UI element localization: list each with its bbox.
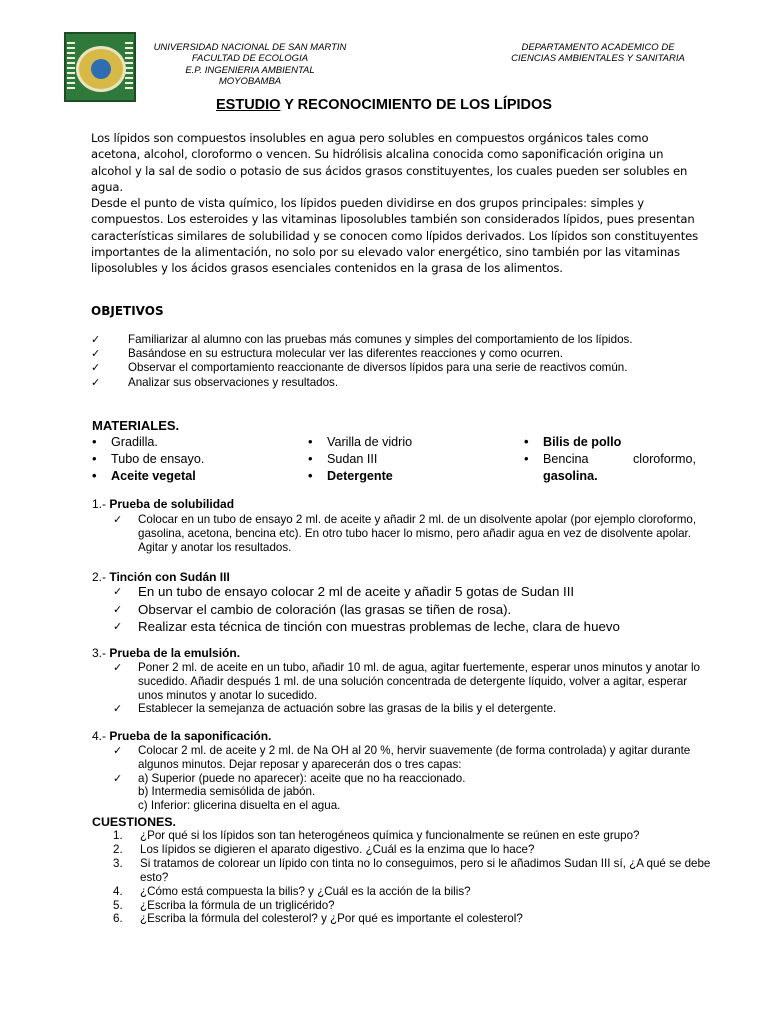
objective-text: Analizar sus observaciones y resultados. <box>128 375 339 389</box>
checkmark-icon: ✓ <box>113 771 123 785</box>
step-text: Colocar 2 ml. de aceite y 2 ml. de Na OH al 20 %, hervir suavemente (de forma controlada) y agitar durante algunos minutos. Dejar reposar y aparecerán dos o tres capas: <box>138 744 691 771</box>
question-number: 2. <box>113 842 123 856</box>
header-left <box>120 42 380 88</box>
section-heading <box>92 570 230 584</box>
header-department-sub: CIENCIAS AMBIENTALES Y SANITARIA <box>511 53 685 65</box>
material-item: • Aceite vegetal <box>92 468 292 485</box>
material-item: • Bilis de pollo <box>524 434 696 451</box>
section-heading <box>92 646 240 660</box>
step-text: Observar el cambio de coloración (las grasas se tiñen de rosa). <box>138 601 512 617</box>
material-item: • Tubo de ensayo. <box>92 451 292 468</box>
intro-paragraph-2: Desde el punto de vista químico, los lípidos pueden dividirse en dos grupos principales: simples y compuestos. Los esteroides y las vitaminas liposolubles también son considerados lípidos, pues presentan características similares de solubilidad y se conocen como lípidos derivados. Los lípidos son constituyentes importantes de la alimentación, no solo por su elevado valor energético, sino también por las vitaminas liposolubles y los ácidos grasos esenciales contenidos en la grasa de los alimentos. <box>91 196 699 276</box>
seal-emblem <box>76 46 126 92</box>
list-item <box>91 361 711 375</box>
title-underlined: ESTUDIO <box>216 97 281 113</box>
section-steps <box>113 513 703 554</box>
objective-text: Familiarizar al alumno con las pruebas más comunes y simples del comportamiento de los lípidos. <box>128 333 633 346</box>
questions-list <box>113 829 713 926</box>
objective-text: Basándose en su estructura molecular ver las diferentes reacciones y como ocurren. <box>128 347 563 361</box>
section-heading <box>92 729 271 743</box>
checkmark-icon: ✓ <box>113 620 123 633</box>
list-item <box>113 772 703 786</box>
list-item <box>91 333 711 347</box>
material-item <box>524 451 696 468</box>
section-name: Prueba de la emulsión. <box>109 646 241 660</box>
intro-paragraph-1: Los lípidos son compuestos insolubles en agua pero solubles en compuestos orgánicos tales como acetona, alcohol, cloroformo o vencen. Su hidrólisis alcalina conocida como saponificación origina un alcohol y la sal de sodio o potasio de sus ácidos grasos constituyentes, los cuales pueden ser solubles en agua. <box>91 131 688 194</box>
section-number: 3.- <box>92 646 110 660</box>
list-item <box>113 601 703 619</box>
header-department: DEPARTAMENTO ACADEMICO DE <box>521 42 675 53</box>
material-text: • Bencina <box>543 452 589 467</box>
list-item <box>113 899 713 913</box>
checkmark-icon: ✓ <box>113 661 123 674</box>
objectives-list <box>91 333 711 390</box>
list-item <box>113 829 713 843</box>
seal-globe <box>91 59 111 79</box>
list-item <box>91 376 711 390</box>
question-text: Los lípidos se digieren el aparato digestivo. ¿Cuál es la enzima que lo hace? <box>140 842 535 856</box>
step-text: a) Superior (puede no aparecer): aceite que no ha reaccionado. <box>138 771 466 785</box>
list-item <box>113 618 703 636</box>
list-item <box>113 843 713 857</box>
intro-text <box>91 130 701 277</box>
question-number: 6. <box>113 912 123 926</box>
header-faculty: FACULTAD DE ECOLOGIA <box>191 53 309 65</box>
header-right <box>488 42 708 65</box>
section-name: Tinción con Sudán III <box>109 570 230 584</box>
sub-item: b) Intermedia semisólida de jabón. <box>138 785 316 799</box>
section-number: 2.- <box>92 570 110 584</box>
material-item: • Sudan III <box>308 451 498 468</box>
question-number: 5. <box>113 898 123 912</box>
list-item <box>113 702 703 716</box>
list-item <box>113 661 703 702</box>
question-number: 3. <box>113 856 123 870</box>
question-text: ¿Por qué si los lípidos son tan heterogéneos química y funcionalmente se reúnen en este grupo? <box>140 829 640 842</box>
material-item: • Gradilla. <box>92 434 292 451</box>
list-item <box>113 912 713 926</box>
page-title <box>0 97 768 113</box>
materials-heading: MATERIALES. <box>92 418 180 433</box>
materials-column-1 <box>92 434 292 486</box>
list-item <box>91 347 711 361</box>
questions-heading: CUESTIONES. <box>92 815 176 829</box>
list-item <box>113 885 713 899</box>
list-item <box>113 744 703 772</box>
sub-item: c) Inferior: glicerina disuelta en el agua. <box>138 799 341 813</box>
materials-column-3 <box>524 434 696 486</box>
list-item <box>113 513 703 554</box>
header-city: MOYOBAMBA <box>218 76 282 88</box>
step-text: Establecer la semejanza de actuación sobre las grasas de la bilis y el detergente. <box>138 702 557 716</box>
material-continuation: gasolina. <box>543 469 598 484</box>
seal-border-left <box>67 42 75 92</box>
checkmark-icon: ✓ <box>113 585 123 598</box>
step-text: Realizar esta técnica de tinción con muestras problemas de leche, clara de huevo <box>138 619 620 634</box>
material-item: • Varilla de vidrio <box>308 434 498 451</box>
question-text: ¿Escriba la fórmula del colesterol? y ¿Por qué es importante el colesterol? <box>140 912 523 926</box>
header-university: UNIVERSIDAD NACIONAL DE SAN MARTIN <box>153 42 347 53</box>
section-number: 1.- <box>92 497 110 511</box>
question-text: ¿Cómo está compuesta la bilis? y ¿Cuál es la acción de la bilis? <box>140 884 471 898</box>
section-heading <box>92 497 234 511</box>
checkmark-icon: ✓ <box>113 602 123 616</box>
title-rest: Y RECONOCIMIENTO DE LOS LÍPIDOS <box>280 97 552 113</box>
question-text: Si tratamos de colorear un lípido con tinta no lo conseguimos, pero si le añadimos Sudan III sí, ¿A qué se debe esto? <box>140 856 711 884</box>
list-item <box>113 857 713 885</box>
checkmark-icon: ✓ <box>91 375 101 389</box>
checkmark-icon: ✓ <box>113 702 123 716</box>
section-name: Prueba de la saponificación. <box>109 729 272 743</box>
checkmark-icon: ✓ <box>91 347 101 361</box>
question-number: 1. <box>113 829 123 842</box>
material-text: cloroformo, <box>633 452 696 467</box>
checkmark-icon: ✓ <box>91 361 101 375</box>
step-text: Colocar en un tubo de ensayo 2 ml. de aceite y añadir 2 ml. de un disolvente apolar (por ejemplo cloroformo, gasolina, acetona, bencina etc). En otro tubo hacer lo mismo, pero añadir agua en vez de disolvente apolar. Agitar y anotar los resultados. <box>138 513 697 554</box>
section-steps <box>113 744 703 813</box>
checkmark-icon: ✓ <box>113 513 123 526</box>
section-number: 4.- <box>92 729 110 743</box>
objective-text: Observar el comportamiento reaccionante de diversos lípidos para una serie de reactivos común. <box>128 361 628 375</box>
section-name: Prueba de solubilidad <box>109 497 235 511</box>
header-school: E.P. INGENIERIA AMBIENTAL <box>185 64 315 76</box>
materials-column-2 <box>308 434 498 486</box>
checkmark-icon: ✓ <box>113 744 123 757</box>
section-steps <box>113 583 703 636</box>
step-text: Poner 2 ml. de aceite en un tubo, añadir 10 ml. de agua, agitar fuertemente, esperar unos minutos y anotar lo sucedido. Añadir después 1 ml. de una solución concentrada de detergente líquido, volver a agitar, esperar unos minutos y anotar lo sucedido. <box>138 661 700 702</box>
material-item: • Detergente <box>308 468 498 485</box>
question-text: ¿Escriba la fórmula de un triglicérido? <box>140 898 335 912</box>
question-number: 4. <box>113 884 123 898</box>
checkmark-icon: ✓ <box>91 333 101 346</box>
step-text: En un tubo de ensayo colocar 2 ml de aceite y añadir 5 gotas de Sudan III <box>138 584 575 599</box>
list-item <box>113 583 703 601</box>
section-steps <box>113 661 703 716</box>
objectives-heading: OBJETIVOS <box>91 304 164 318</box>
